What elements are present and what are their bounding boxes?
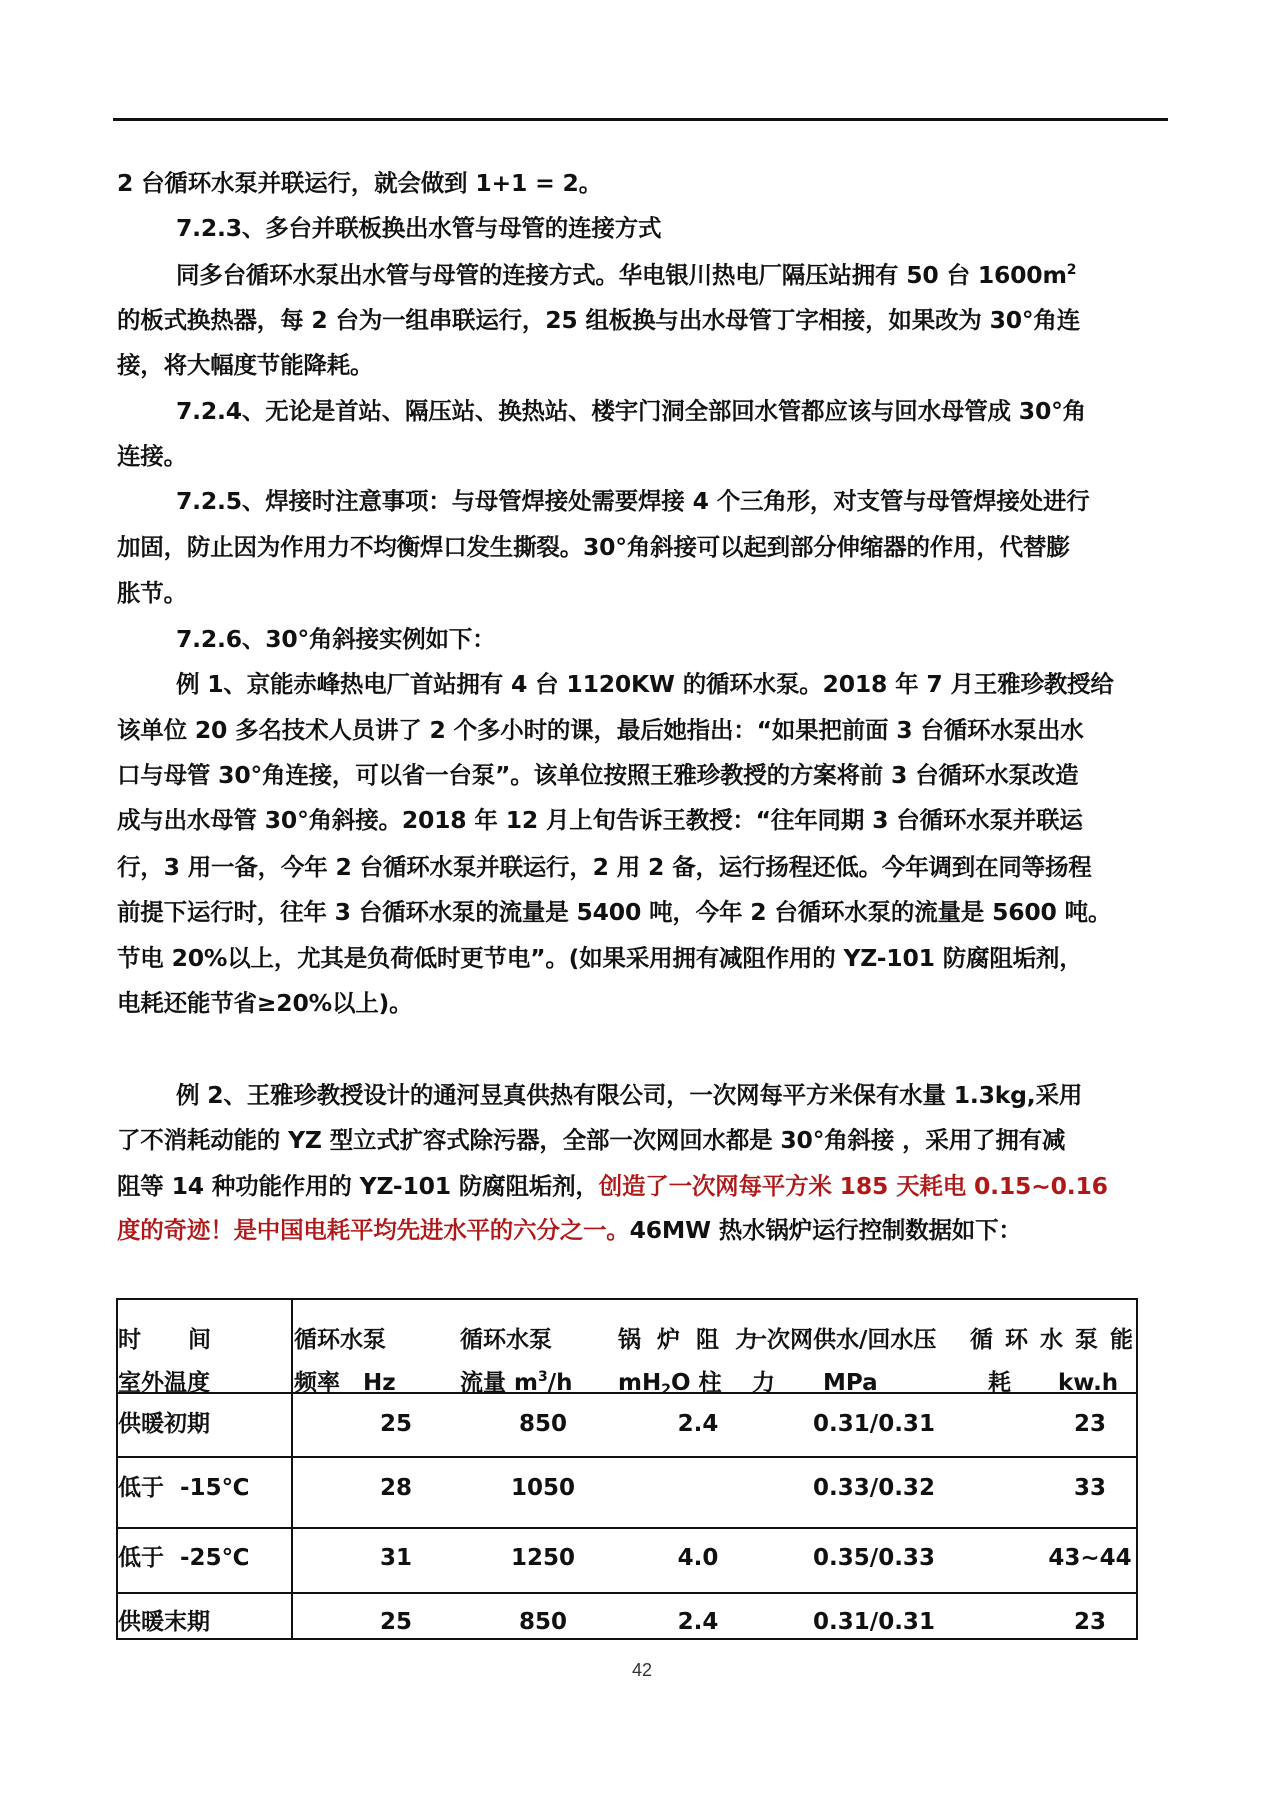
text-line (117, 524, 1177, 570)
text-segment: 前提下运行时，往年 3 台循环水泵的流量是 5400 吨，今年 2 台循环水泵的流量是 5600 吨。 (117, 898, 1112, 926)
text-segment: 例 2、王雅珍教授设计的通河昱真供热有限公司，一次网每平方米保有水量 1.3kg,采用 (176, 1081, 1083, 1109)
text-segment: 46MW 热水锅炉运行控制数据如下： (629, 1216, 1022, 1244)
text-segment: 7.2.6、30°角斜接实例如下： (176, 625, 496, 653)
header-boiler-resistance-3: 力 (752, 1370, 775, 1396)
text-line (117, 844, 1177, 890)
cell-pressure: 0.35/0.33 (813, 1545, 935, 1571)
cell-energy: 23 (1073, 1411, 1107, 1437)
text-line (117, 342, 1177, 388)
text-line (176, 388, 1176, 434)
header-rule (113, 118, 1168, 121)
text-segment: 7.2.5、焊接时注意事项：与母管焊接处需要焊接 4 个三角形，对支管与母管焊接处进行 (176, 487, 1090, 515)
header-pump-freq-2a: 频率 (294, 1370, 340, 1396)
cell-flow: 850 (518, 1609, 568, 1635)
header-pump-flow-1: 循环水泵 (460, 1327, 552, 1353)
cell-resistance: 2.4 (677, 1411, 719, 1437)
text-line (117, 707, 1177, 753)
table-column-divider (291, 1300, 293, 1638)
text-line (117, 980, 1177, 1026)
header-pump-energy-2a: 耗 (988, 1370, 1011, 1396)
superscript: 2 (1066, 262, 1077, 278)
text-segment: 的板式换热器，每 2 台为一组串联运行，25 组板换与出水母管丁字相接，如果改为 30°角连 (117, 306, 1081, 334)
header-time-b: 间 (188, 1327, 211, 1353)
text-line (176, 205, 1176, 251)
cell-flow: 1250 (510, 1545, 576, 1571)
cell-flow: 1050 (510, 1475, 576, 1501)
cell-freq: 25 (379, 1609, 413, 1635)
cell-resistance: 2.4 (677, 1609, 719, 1635)
text-segment: 成与出水母管 30°角斜接。2018 年 12 月上旬告诉王教授：“往年同期 3 台循环水泵并联运 (117, 806, 1083, 834)
text-line (117, 433, 1177, 479)
text-line (117, 935, 1177, 981)
header-time-a: 时 (118, 1327, 141, 1353)
header-boiler-resistance-1: 锅 炉 阻 力 (618, 1327, 763, 1353)
text-line (117, 1207, 1177, 1253)
header-network-pressure-2: MPa (823, 1370, 878, 1396)
header-pump-energy-2b: kw.h (1058, 1370, 1119, 1396)
cell-resistance: 4.0 (677, 1545, 719, 1571)
table-row-divider (118, 1456, 1136, 1458)
cell-period: 低于 -25℃ (118, 1545, 250, 1571)
text-line (117, 1117, 1177, 1163)
cell-period: 供暖末期 (118, 1609, 210, 1635)
cell-freq: 28 (379, 1475, 413, 1501)
text-line (117, 797, 1177, 843)
cell-energy: 23 (1073, 1609, 1107, 1635)
cell-energy: 33 (1073, 1475, 1107, 1501)
cell-pressure: 0.31/0.31 (813, 1411, 935, 1437)
text-line (117, 1163, 1177, 1209)
cell-pressure: 0.33/0.32 (813, 1475, 935, 1501)
table-row-divider (118, 1592, 1136, 1594)
text-segment: 7.2.4、无论是首站、隔压站、换热站、楼宇门洞全部回水管都应该与回水母管成 30°角 (176, 397, 1086, 425)
text-line (176, 478, 1176, 524)
cell-freq: 31 (379, 1545, 413, 1571)
text-segment: 阻等 14 种功能作用的 YZ-101 防腐阻垢剂， (117, 1172, 599, 1200)
cell-energy: 43~44 (1048, 1545, 1132, 1571)
text-line (176, 252, 1176, 298)
text-segment: 该单位 20 多名技术人员讲了 2 个多小时的课，最后她指出：“如果把前面 3 台循环水泵出水 (117, 716, 1084, 744)
text-segment: 连接。 (117, 442, 187, 470)
text-segment: 胀节。 (117, 579, 187, 607)
header-outdoor-temp: 室外温度 (118, 1370, 210, 1396)
page-number: 42 (632, 1660, 653, 1680)
header-pump-freq-2b: Hz (363, 1370, 396, 1396)
text-line (117, 889, 1177, 935)
text-line (117, 752, 1177, 798)
text-segment: 节电 20%以上，尤其是负荷低时更节电”。(如果采用拥有减阻作用的 YZ-101 防腐阻垢剂， (117, 944, 1083, 972)
text-segment: 口与母管 30°角连接，可以省一台泵”。该单位按照王雅珍教授的方案将前 3 台循环水泵改造 (117, 761, 1079, 789)
text-segment: 2 台循环水泵并联运行，就会做到 1+1 = 2。 (117, 169, 603, 197)
header-pump-energy-1: 循 环 水 泵 能 (970, 1327, 1136, 1353)
text-segment: 7.2.3、多台并联板换出水管与母管的连接方式 (176, 214, 662, 242)
text-line (176, 1072, 1176, 1118)
text-line (117, 570, 1177, 616)
cell-pressure: 0.31/0.31 (813, 1609, 935, 1635)
text-line (176, 616, 1176, 662)
text-line (117, 297, 1177, 343)
text-segment: 例 1、京能赤峰热电厂首站拥有 4 台 1120KW 的循环水泵。2018 年 7 月王雅珍教授给 (176, 670, 1114, 698)
cell-flow: 850 (518, 1411, 568, 1437)
boiler-control-table (116, 1298, 1138, 1640)
cell-period: 低于 -15℃ (118, 1475, 250, 1501)
text-line (117, 160, 1177, 206)
text-segment: 加固，防止因为作用力不均衡焊口发生撕裂。30°角斜接可以起到部分伸缩器的作用，代替膨 (117, 533, 1070, 561)
text-segment: 同多台循环水泵出水管与母管的连接方式。华电银川热电厂隔压站拥有 50 台 1600m (176, 261, 1067, 289)
text-segment: 电耗还能节省≥20%以上)。 (117, 989, 413, 1017)
highlighted-text: 创造了一次网每平方米 185 天耗电 0.15~0.16 (598, 1172, 1108, 1200)
cell-freq: 25 (379, 1411, 413, 1437)
header-boiler-resistance-2: $mH_2O$ 柱 (618, 1370, 722, 1398)
table-row-divider (118, 1527, 1136, 1529)
cell-period: 供暖初期 (118, 1411, 210, 1437)
text-segment: 了不消耗动能的 YZ 型立式扩容式除污器，全部一次网回水都是 30°角斜接 ，采用了拥有减 (117, 1126, 1066, 1154)
highlighted-text: 度的奇迹！是中国电耗平均先进水平的六分之一。 (117, 1216, 630, 1244)
text-segment: 接，将大幅度节能降耗。 (117, 351, 374, 379)
header-pump-flow-2: 流量 $m^3/h$ (460, 1369, 573, 1396)
text-line (176, 661, 1176, 707)
text-segment: 行，3 用一备，今年 2 台循环水泵并联运行，2 用 2 备，运行扬程还低。今年调到在同等扬程 (117, 853, 1092, 881)
header-pump-freq-1: 循环水泵 (294, 1327, 386, 1353)
header-network-pressure-1: 一次网供水/回水压 (744, 1327, 937, 1353)
